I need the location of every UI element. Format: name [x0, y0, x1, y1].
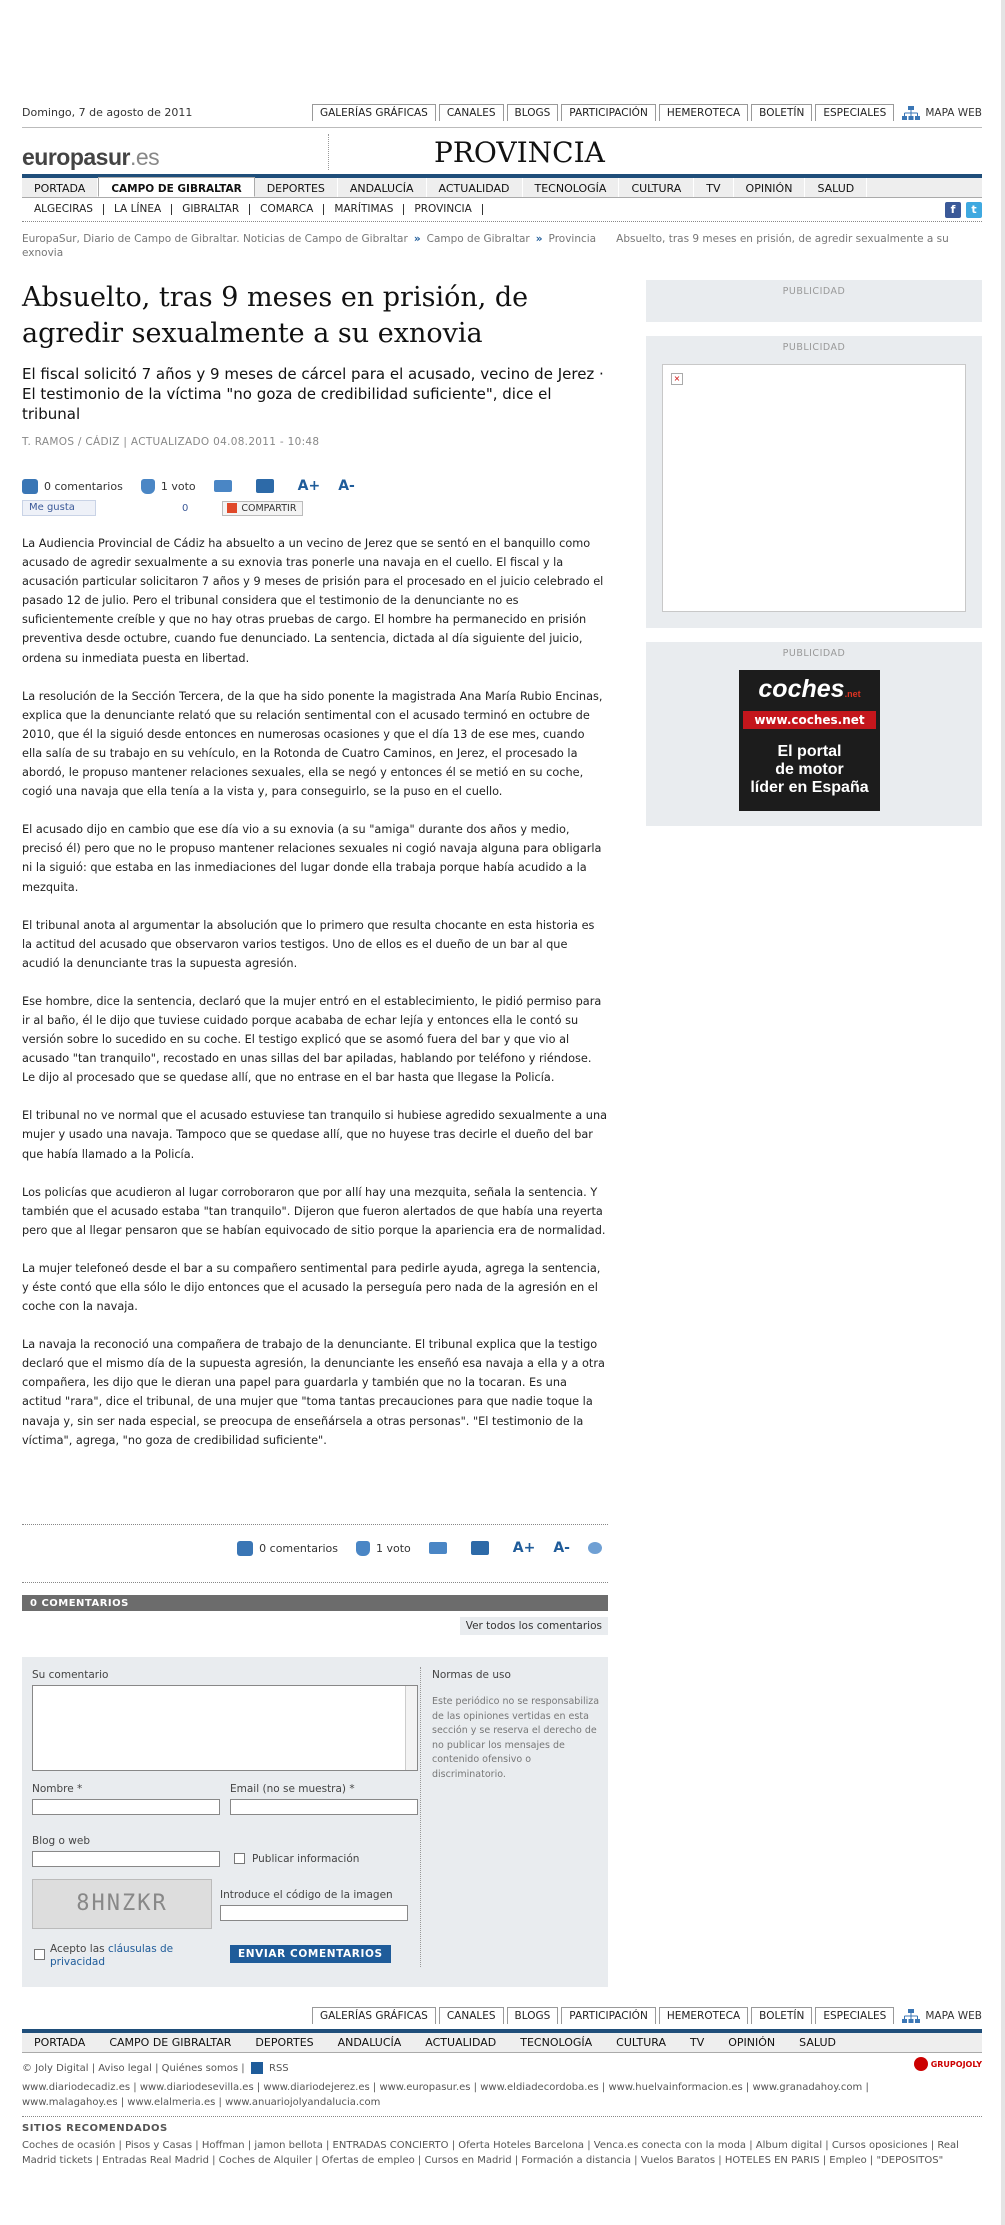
font-increase-button[interactable]	[298, 478, 321, 494]
logo-tld: .es	[129, 144, 160, 170]
coches-logo	[739, 674, 880, 709]
top-row	[22, 104, 982, 128]
footer-link-especiales[interactable]: ESPECIALES	[815, 2007, 894, 2024]
article-paragraph: La Audiencia Provincial de Cádiz ha absuelto a un vecino de Jerez que se sentó en el banquillo como acusado de agredir sexualmente a su exnovia tras ponerle una navaja en el cuello. El fiscal y la acusación particular solicitaron 7 años y 9 meses de prisión para el procesado en el juicio celebrado el pasado 12 de julio. Pero el tribunal considera que el testimonio de la denunciante no es suficientemente creíble y que no hay otras pruebas de cargo. El hombre ha permanecido en prisión preventiva desde octubre, cuando fue denunciado. La sentencia, dictada al día siguiente del juicio, ordena su inmediata puesta en libertad.	[22, 537, 604, 665]
nav-salud[interactable]: SALUD	[805, 178, 867, 197]
coches-text-2: de motor	[775, 761, 844, 778]
byline: T. RAMOS / CÁDIZ | ACTUALIZADO 04.08.2011 - 10:48	[22, 436, 320, 448]
nav-cultura[interactable]: CULTURA	[619, 178, 694, 197]
bottom-tools	[219, 1540, 608, 1556]
privacy-prefix: Acepto las	[50, 1943, 108, 1955]
comments-count: 0 comentarios	[44, 479, 123, 493]
font-increase-icon: A+	[297, 478, 321, 494]
nav-opinion[interactable]: OPINIÓN	[734, 178, 806, 197]
see-all-row	[22, 1611, 608, 1637]
breadcrumb-current: Absuelto, tras 9 meses en prisión, de agredir sexualmente a su exnovia	[22, 233, 949, 259]
blog-label: Blog o web	[32, 1835, 91, 1847]
email-label: Email (no se muestra) *	[230, 1783, 355, 1795]
footer-link-participacion[interactable]: PARTICIPACIÓN	[561, 2007, 656, 2024]
footer-nav-tv[interactable]: TV	[690, 2036, 705, 2049]
breadcrumb-campo[interactable]: Campo de Gibraltar	[426, 233, 530, 245]
ad-label: PUBLICIDAD	[782, 648, 846, 659]
recommended-sites[interactable]: Coches de ocasión | Pisos y Casas | Hoffman | jamon bellota | ENTRADAS CONCIERTO | Oferta Hoteles Barcelona | Venca.es conecta con la moda | Album digital | Cursos oposiciones | Real Madrid tickets | Entradas Real Madrid | Coches de Alquiler | Ofertas de empleo | Cursos en Madrid | Formación a distancia | Vuelos Baratos | HOTELES EN PARIS | Empleo | "DEPOSITOS"	[22, 2140, 959, 2166]
font-increase-icon: A+	[512, 1540, 536, 1556]
usage-rules-text: Este periódico no se responsabiliza de las opiniones vertidas en esta sección y se reserva el derecho de no publicar los mensajes de contenido ofensivo o discriminatorio.	[432, 1696, 600, 1780]
ad-slot-bottom	[646, 642, 982, 826]
top-link-blogs[interactable]: BLOGS	[507, 104, 559, 121]
ad-slot-middle	[646, 336, 982, 628]
footer-nav-actualidad[interactable]: ACTUALIDAD	[425, 2036, 497, 2049]
sidebar	[646, 280, 982, 826]
nav-actualidad[interactable]: ACTUALIDAD	[427, 178, 523, 197]
comments-header: 0 COMENTARIOS	[22, 1595, 608, 1611]
article-paragraph: El acusado dijo en cambio que ese día vio a su exnovia (a su "amiga" durante dos años y medio, precisó él) pero que no le propuso mantener relaciones sexuales ni cogió navaja alguna para obligarla ni la siguió: que estaba en las inmediaciones del lugar donde ella trabaja porque había acudido a la mezquita.	[22, 823, 602, 894]
brand-row	[22, 128, 982, 170]
like-row	[22, 500, 608, 516]
coches-ad-banner[interactable]	[739, 670, 880, 811]
joly-logo-icon	[914, 2057, 928, 2071]
network-sites[interactable]: www.diariodecadiz.es | www.diariodesevilla.es | www.diariodejerez.es | www.europasur.es | www.eldiadecordoba.es | www.huelvainformacion.es | www.granadahoy.com | www.malagahoy.es | www.elalmeria.es | www.anuariojolyandalucia.com	[22, 2082, 869, 2108]
print-icon	[471, 1541, 489, 1555]
publish-info-label: Publicar información	[252, 1853, 360, 1865]
nav-andalucia[interactable]: ANDALUCÍA	[338, 178, 427, 197]
breadcrumb-arrow-icon: »	[413, 233, 421, 245]
textarea-scrollbar[interactable]	[405, 1686, 417, 1770]
comments-link[interactable]	[22, 479, 123, 494]
footer-nav-cultura[interactable]: CULTURA	[616, 2036, 667, 2049]
article-body	[22, 534, 608, 1450]
share-button-bottom[interactable]	[588, 1542, 608, 1554]
privacy-checkbox[interactable]	[34, 1949, 45, 1960]
comments-section	[22, 1595, 608, 1968]
see-all-comments-link[interactable]: Ver todos los comentarios	[460, 1617, 608, 1635]
name-label: Nombre *	[32, 1783, 83, 1795]
font-decrease-button-bottom[interactable]	[553, 1540, 570, 1556]
subnav-algeciras[interactable]: ALGECIRAS	[22, 204, 104, 215]
divider	[420, 1667, 421, 1967]
top-link-especiales[interactable]: ESPECIALES	[815, 104, 894, 121]
like-count: 0	[182, 502, 189, 514]
article-tools	[22, 478, 608, 494]
subnav-provincia[interactable]: PROVINCIA	[404, 204, 482, 215]
article-paragraph: Los policías que acudieron al lugar corroboraron que por allí hay una mezquita, señala la sentencia. Y también que el acusado estaba "tan tranquilo". Dijeron que fueron alertados de que había una reyerta pero que al llegar pensaron que se habían equivocado de sitio porque la apariencia era de normalidad.	[22, 1185, 606, 1237]
divider	[22, 1582, 608, 1583]
coches-net: .net	[844, 689, 861, 699]
ad-frame[interactable]	[662, 364, 966, 612]
privacy-label	[50, 1943, 190, 1969]
main-nav	[22, 174, 982, 198]
footer-link-hemeroteca[interactable]: HEMEROTECA	[659, 2007, 748, 2024]
logo-main: europasur	[22, 144, 130, 170]
ad-label: PUBLICIDAD	[782, 342, 846, 353]
footer-nav-deportes[interactable]: DEPORTES	[255, 2036, 314, 2049]
right-scrollbar-track	[1001, 0, 1005, 2225]
privacy-link[interactable]: cláusulas de privacidad	[50, 1943, 174, 1968]
email-input[interactable]	[230, 1799, 418, 1815]
subnav-gibraltar[interactable]: GIBRALTAR	[172, 204, 250, 215]
subnav-la-linea[interactable]: LA LÍNEA	[104, 204, 172, 215]
subnav-maritimas[interactable]: MARÍTIMAS	[324, 204, 404, 215]
divider	[328, 134, 329, 170]
current-date: Domingo, 7 de agosto de 2011	[22, 106, 193, 119]
coches-url: www.coches.net	[743, 711, 876, 729]
facebook-like-button[interactable]: Me gusta	[22, 500, 96, 516]
subnav-comarca[interactable]: COMARCA	[250, 204, 324, 215]
subtitle-line-1: El fiscal solicitó 7 años y 9 meses de cárcel para el acusado, vecino de Jerez ·	[22, 365, 604, 383]
comments-count-bottom: 0 comentarios	[259, 1541, 338, 1555]
footer-top-links-row	[22, 2007, 982, 2029]
subtitle-line-2: El testimonio de la víctima "no goza de credibilidad suficiente", dice el tribunal	[22, 385, 552, 423]
legal-links[interactable]: © Joly Digital | Aviso legal | Quiénes somos |	[22, 2063, 245, 2074]
comment-label: Su comentario	[32, 1669, 109, 1681]
footer-nav-salud[interactable]: SALUD	[799, 2036, 836, 2049]
email-button[interactable]	[214, 480, 238, 492]
print-button[interactable]	[256, 479, 280, 493]
captcha-label: Introduce el código de la imagen	[220, 1889, 393, 1901]
footer-nav	[22, 2029, 982, 2053]
vote-link-bottom[interactable]	[356, 1541, 411, 1556]
thumbs-up-icon	[141, 479, 155, 494]
sitemap-icon	[902, 106, 920, 120]
vote-link[interactable]	[141, 479, 196, 494]
email-icon	[429, 1542, 447, 1554]
name-input[interactable]	[32, 1799, 220, 1815]
coches-text-1: El portal	[777, 743, 842, 760]
breadcrumb	[22, 232, 982, 260]
footer	[22, 2007, 982, 2168]
captcha-image: 8HNZKR	[32, 1879, 212, 1929]
publish-info-checkbox[interactable]	[234, 1853, 245, 1864]
footer-nav-opinion[interactable]: OPINIÓN	[728, 2036, 776, 2049]
captcha-input[interactable]	[220, 1905, 408, 1921]
rss-link[interactable]: RSS	[269, 2063, 289, 2074]
rss-icon	[251, 2062, 263, 2074]
footer-nav-campo[interactable]: CAMPO DE GIBRALTAR	[109, 2036, 232, 2049]
print-button-bottom[interactable]	[471, 1541, 495, 1555]
blog-input[interactable]	[32, 1851, 220, 1867]
print-icon	[256, 479, 274, 493]
breadcrumb-provincia[interactable]: Provincia	[548, 233, 597, 245]
nav-portada[interactable]: PORTADA	[22, 178, 98, 197]
grupo-joly-logo[interactable]	[914, 2057, 982, 2071]
top-link-participacion[interactable]: PARTICIPACIÓN	[561, 104, 656, 121]
footer-legal-links	[22, 2061, 982, 2076]
coches-tagline	[739, 743, 880, 797]
comment-icon	[237, 1541, 253, 1556]
site-logo[interactable]	[22, 144, 159, 171]
nav-tv[interactable]: TV	[694, 178, 733, 197]
divider	[22, 2116, 982, 2117]
font-increase-button-bottom[interactable]	[513, 1540, 536, 1556]
bottom-tools-row	[22, 1540, 608, 1560]
site-map-link[interactable]	[902, 106, 982, 120]
votes-count: 1 voto	[160, 479, 196, 493]
top-link-galerias[interactable]: GALERÍAS GRÁFICAS	[312, 104, 436, 121]
footer-nav-portada[interactable]: PORTADA	[34, 2036, 86, 2049]
footer-nav-andalucia[interactable]: ANDALUCÍA	[337, 2036, 402, 2049]
facebook-icon[interactable]: f	[945, 202, 961, 218]
social-links	[940, 202, 982, 218]
comments-link-bottom[interactable]	[237, 1541, 338, 1556]
article	[22, 280, 608, 1469]
article-subtitle	[22, 364, 608, 424]
footer-link-blogs[interactable]: BLOGS	[507, 2007, 559, 2024]
ad-slot-top	[646, 280, 982, 322]
usage-rules	[432, 1669, 602, 1782]
share-label: COMPARTIR	[241, 502, 297, 514]
footer-nav-tecnologia[interactable]: TECNOLOGÍA	[520, 2036, 593, 2049]
article-paragraph: La navaja la reconoció una compañera de trabajo de la denunciante. El tribunal explica que la testigo declaró que el mismo día de la supuesta agresión, la denunciante les enseñó esa navaja a ella y a otra compañera, les dijo que le dieran una papel para guardarla y también que no la tocaran. Es una actitud "rara", dice el tribunal, de una mujer que "toma tantas precauciones para que nadie toque la navaja y, sin ser nada especial, se preocupa de enseñársela a otras personas". "El testimonio de la víctima", agrega, "no goza de credibilidad suficiente".	[22, 1338, 605, 1447]
header	[22, 104, 982, 260]
share-bubble-icon	[588, 1542, 602, 1554]
comment-textarea[interactable]	[32, 1685, 418, 1771]
sitemap-icon	[902, 2009, 920, 2023]
comment-icon	[22, 479, 38, 494]
article-paragraph: La resolución de la Sección Tercera, de la que ha sido ponente la magistrada Ana María Rubio Encinas, explica que la denunciante relató que su relación sentimental con el acusado terminó en octubre de 2010, que él la siguió desde entonces en numerosas ocasiones y que el día 13 de ese mes, cuando ella salía de su trabajo en su vehículo, en la Rotonda de Cuatro Caminos, en Jerez, el procesado la abordó, le propuso mantener relaciones sexuales, ella se negó y entonces él se metió en su coche, cogió una navaja que ella tenía a la vista y, para conseguirlo, se la puso en el cuello.	[22, 689, 603, 799]
footer-link-galerias[interactable]: GALERÍAS GRÁFICAS	[312, 2007, 436, 2024]
nav-tecnologia[interactable]: TECNOLOGÍA	[523, 178, 620, 197]
footer-top-links	[309, 2007, 982, 2024]
comment-form	[22, 1657, 608, 1987]
top-link-hemeroteca[interactable]: HEMEROTECA	[659, 104, 748, 121]
article-title: Absuelto, tras 9 meses en prisión, de agredir sexualmente a su exnovia	[22, 282, 529, 349]
share-button[interactable]	[222, 501, 303, 516]
font-decrease-icon: A-	[553, 1540, 570, 1556]
broken-image-icon: ×	[671, 373, 683, 385]
article-paragraph: Ese hombre, dice la sentencia, declaró que la mujer entró en el establecimiento, le pidió permiso para ir al baño, él le dijo que tuviese cuidado porque acababa de echar lejía y entonces ella le contó su versión sobre lo sucedido en su coche. El testigo explicó que se asomó fuera del bar y que vio al acusado "tan tranquilo", recostado en unas sillas del bar apiladas, hablando por teléfono y riéndose. Le dijo al procesado que se quedase allí, que no entrase en el bar hasta que llegase la Policía.	[22, 994, 602, 1085]
sub-nav	[22, 198, 982, 222]
article-paragraph: La mujer telefoneó desde el bar a su compañero sentimental para pedirle ayuda, agrega la sentencia, y éste contó que ella sólo le dijo entonces que el acusado la perseguía pero nada de la agresión en el coche con la navaja.	[22, 1261, 601, 1314]
top-links	[309, 104, 982, 121]
share-icon	[227, 503, 237, 513]
votes-count-bottom: 1 voto	[375, 1541, 411, 1555]
nav-deportes[interactable]: DEPORTES	[255, 178, 338, 197]
footer-link-canales[interactable]: CANALES	[439, 2007, 504, 2024]
coches-brand: coches	[758, 675, 845, 703]
thumbs-up-icon	[356, 1541, 370, 1556]
top-link-canales[interactable]: CANALES	[439, 104, 504, 121]
breadcrumb-home[interactable]: EuropaSur, Diario de Campo de Gibraltar. Noticias de Campo de Gibraltar	[22, 233, 408, 245]
section-title: PROVINCIA	[434, 136, 605, 169]
ad-label: PUBLICIDAD	[782, 286, 846, 297]
footer-link-boletin[interactable]: BOLETÍN	[751, 2007, 812, 2024]
send-comment-button[interactable]: ENVIAR COMENTARIOS	[230, 1945, 391, 1963]
twitter-icon[interactable]: t	[966, 202, 982, 218]
top-link-boletin[interactable]: BOLETÍN	[751, 104, 812, 121]
font-decrease-icon: A-	[338, 478, 355, 494]
group-name: GRUPOJOLY	[930, 2059, 982, 2069]
usage-rules-title: Normas de uso	[432, 1669, 511, 1681]
breadcrumb-arrow-icon: »	[535, 233, 543, 245]
nav-campo-de-gibraltar[interactable]: CAMPO DE GIBRALTAR	[98, 177, 254, 197]
recommended-title: SITIOS RECOMENDADOS	[22, 2123, 168, 2134]
footer-site-map-label: MAPA WEB	[925, 2009, 982, 2022]
email-icon	[214, 480, 232, 492]
site-map-label: MAPA WEB	[925, 106, 982, 119]
article-paragraph: El tribunal no ve normal que el acusado estuviese tan tranquilo si hubiese agredido sexualmente a una mujer y usado una navaja. Tampoco que se quedase allí, que no huyese tras decirle el dueño del bar que había llamado a la Policía.	[22, 1109, 608, 1161]
article-paragraph: El tribunal anota al argumentar la absolución que lo primero que resulta chocante en esta historia es la actitud del acusado que observaron varios testigos. Uno de ellos es el dueño de un bar al que acudió la denunciante tras la supuesta agresión.	[22, 918, 595, 970]
font-decrease-button[interactable]	[338, 478, 355, 494]
divider	[22, 1524, 608, 1525]
footer-site-map-link[interactable]	[902, 2009, 982, 2023]
coches-text-3: líder en España	[750, 779, 869, 796]
email-button-bottom[interactable]	[429, 1542, 453, 1554]
